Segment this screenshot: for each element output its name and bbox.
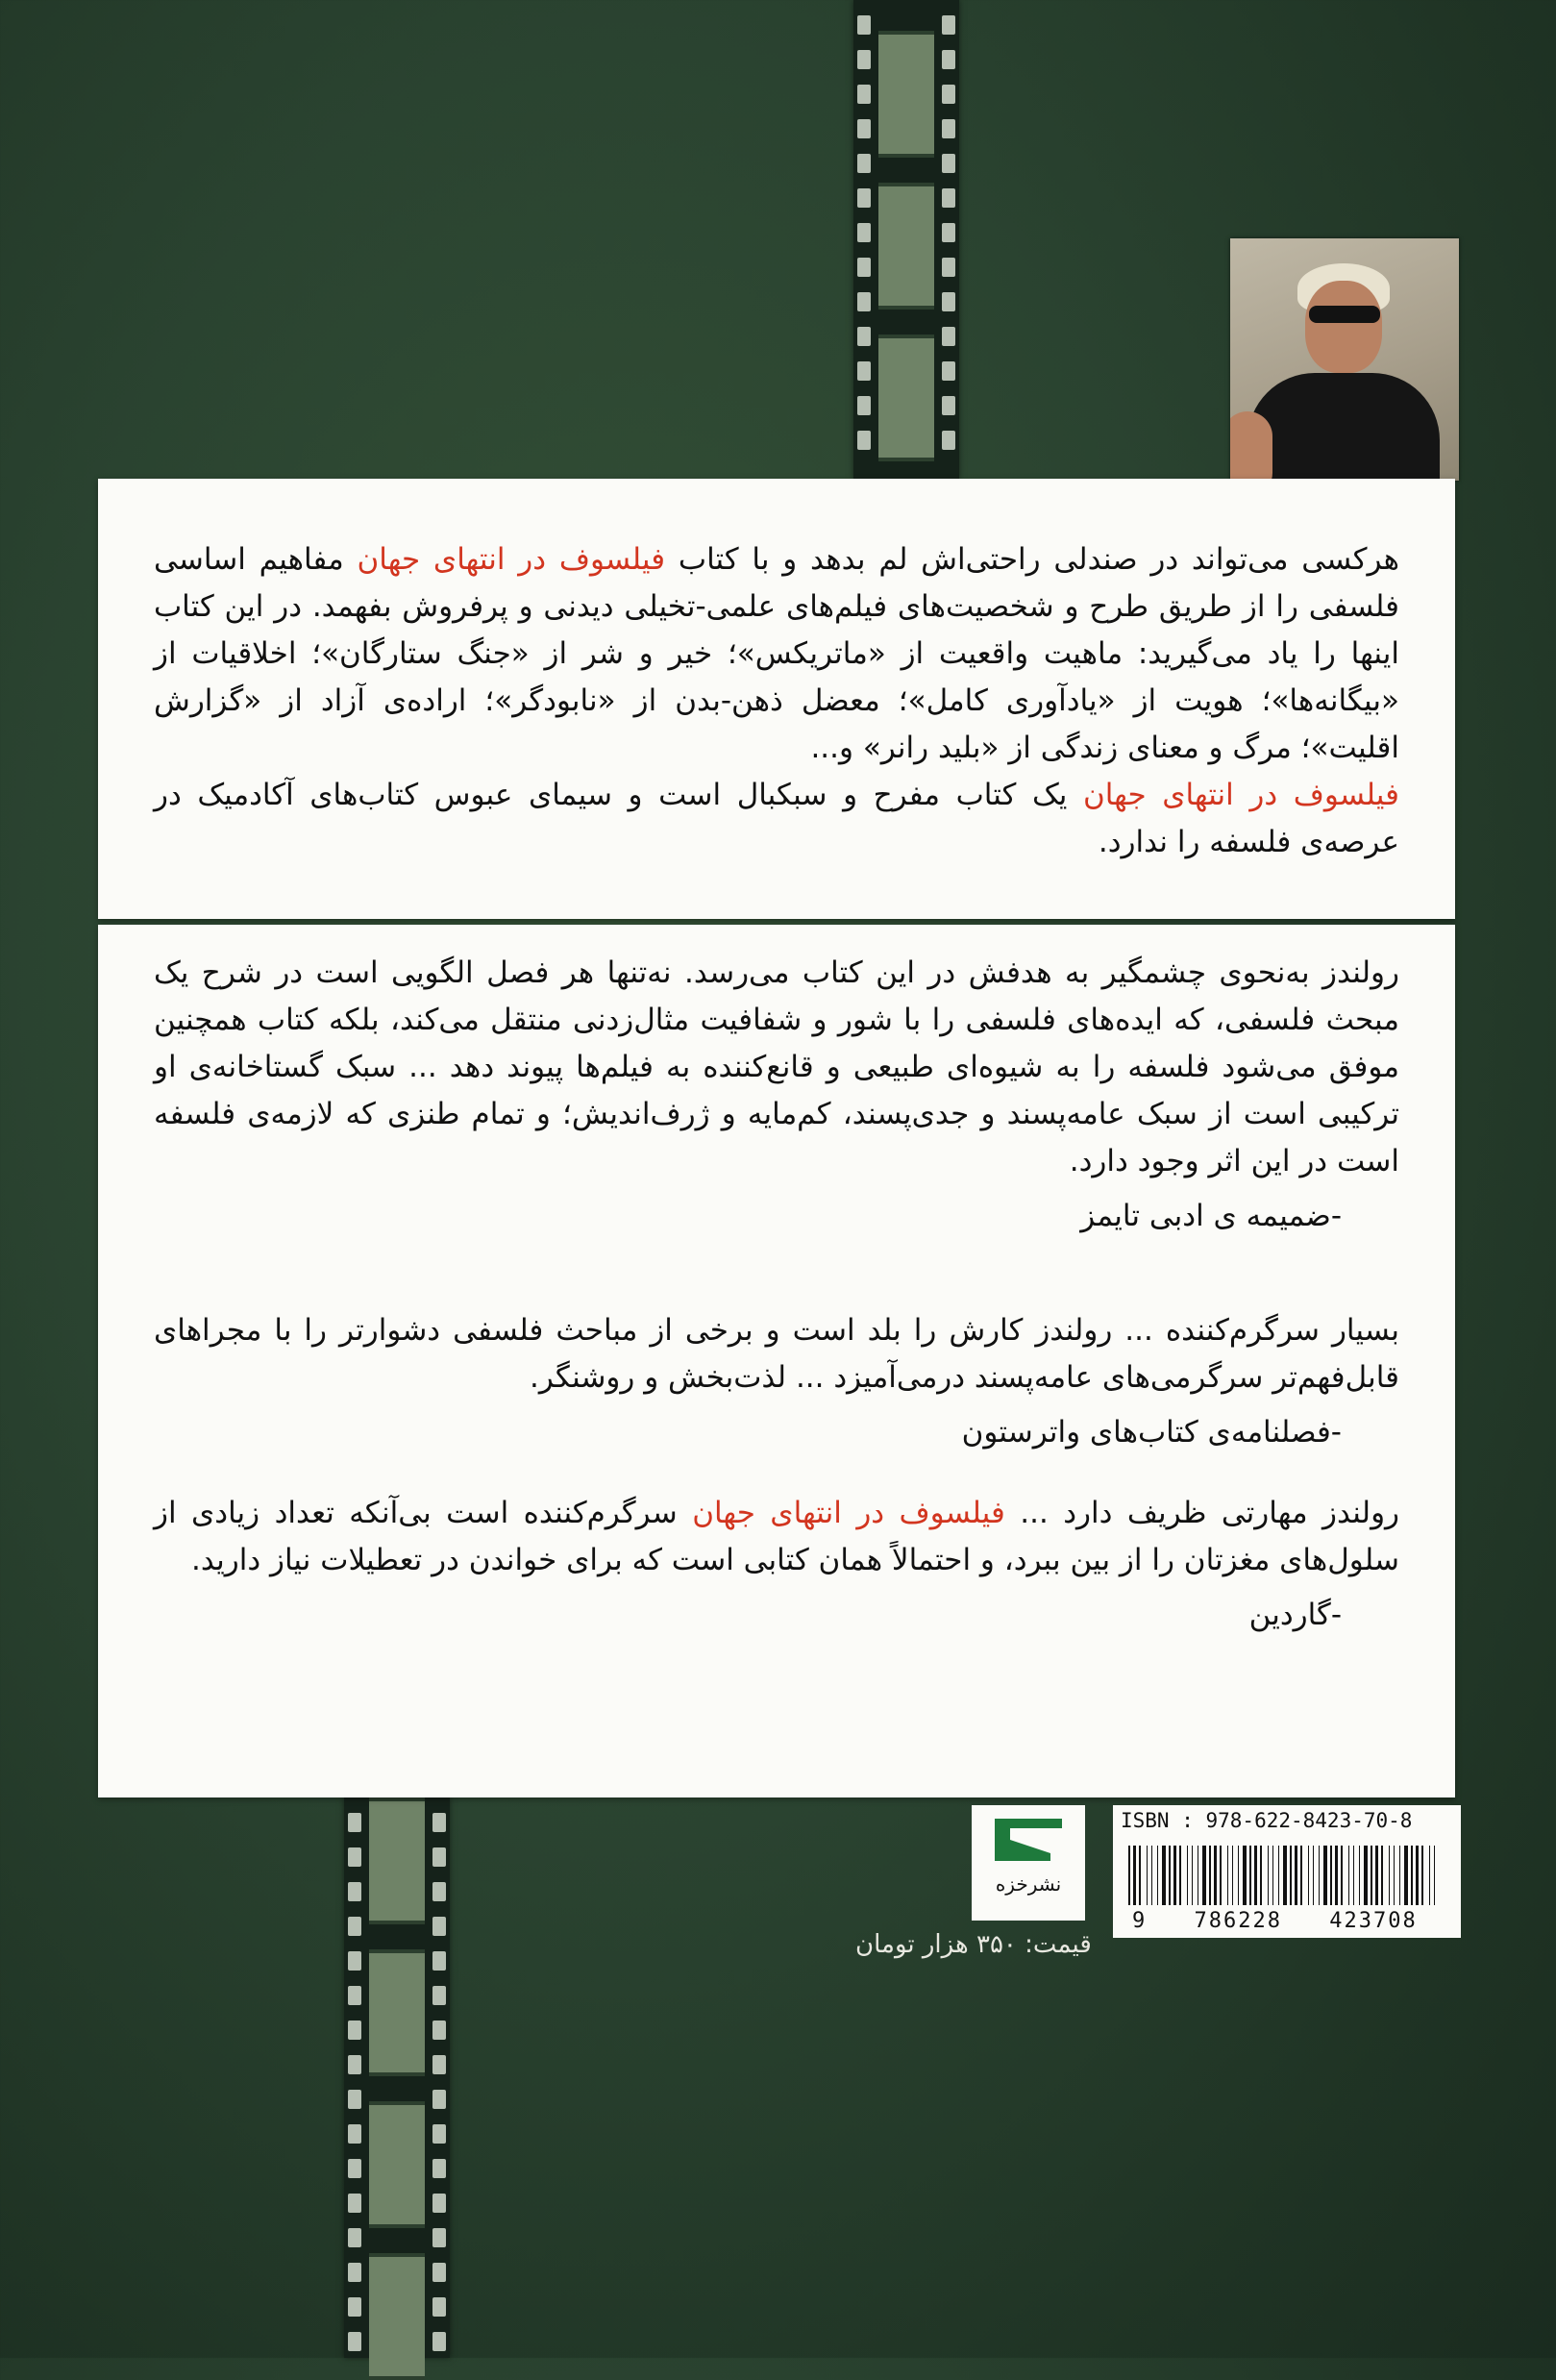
blurb-sentence-3: یک کتاب مفرح و سبکبال است و سیمای عبوس کتاب‌های آکادمیک در عرصه‌ی فلسفه را ندارد. [154, 778, 1399, 859]
barcode-stripe [1389, 1846, 1390, 1905]
film-hole [348, 2332, 361, 2351]
film-hole [857, 154, 871, 173]
film-hole [348, 2297, 361, 2317]
barcode-stripe [1169, 1846, 1171, 1905]
barcode-stripe [1429, 1846, 1430, 1905]
film-hole [432, 1882, 446, 1901]
barcode-stripe [1319, 1846, 1320, 1905]
film-hole [942, 85, 955, 104]
barcode-stripe [1364, 1846, 1368, 1905]
barcode-stripe [1399, 1846, 1400, 1905]
film-hole [348, 1917, 361, 1936]
film-hole [432, 2090, 446, 2109]
barcode-stripe [1162, 1846, 1166, 1905]
price-label: قیمت: ۳۵۰ هزار تومان [855, 1930, 1092, 1959]
publisher-name: نشرخزه [995, 1872, 1062, 1896]
film-frame [878, 335, 934, 461]
film-hole [348, 2159, 361, 2178]
film-hole [348, 2124, 361, 2144]
barcode-stripe [1323, 1846, 1327, 1905]
barcode-stripe [1353, 1846, 1354, 1905]
barcode-stripe [1232, 1846, 1233, 1905]
barcode-stripe [1214, 1846, 1217, 1905]
film-hole [857, 396, 871, 415]
film-hole [432, 1951, 446, 1971]
film-hole [348, 1986, 361, 2005]
review-text: بسیار سرگرم‌کننده ... رولندز کارش را بلد است و برخی از مباحث فلسفی دشوارتر را با مجراهای قابل‌فهم‌تر سرگرمی‌های عامه‌پسند درمی‌آمیزد ... لذت‌بخش و روشنگر. [154, 1313, 1399, 1395]
film-hole [348, 1951, 361, 1971]
barcode-stripe [1243, 1846, 1247, 1905]
barcode-stripe [1394, 1846, 1395, 1905]
film-hole [942, 361, 955, 381]
publisher-logo [972, 1805, 1085, 1921]
film-hole [942, 119, 955, 138]
publisher-logo-icon [991, 1815, 1066, 1865]
film-hole [857, 292, 871, 311]
barcode-stripe [1268, 1846, 1269, 1905]
film-hole [348, 2090, 361, 2109]
review-source: -فصلنامه‌ی کتاب‌های واترستون [961, 1415, 1342, 1450]
barcode-stripe [1290, 1846, 1292, 1905]
film-hole [857, 223, 871, 242]
barcode-stripe [1202, 1846, 1206, 1905]
film-frame [369, 2253, 425, 2380]
barcode-stripe [1283, 1846, 1287, 1905]
book-title-highlight: فیلسوف در انتهای جهان [692, 1496, 1005, 1530]
barcode-stripe [1238, 1846, 1239, 1905]
film-holes-right [942, 0, 955, 479]
barcode-stripe [1209, 1846, 1211, 1905]
barcode-stripe [1404, 1846, 1408, 1905]
barcode-stripe [1421, 1846, 1423, 1905]
barcode-stripe [1227, 1846, 1228, 1905]
film-hole [348, 1813, 361, 1832]
barcode-digit-group: 786228 [1194, 1909, 1282, 1933]
film-hole [432, 2332, 446, 2351]
film-strip-top [853, 0, 959, 479]
blurb-sentence-1: هرکسی می‌تواند در صندلی راحتی‌اش لم بدهد و با کتاب [678, 542, 1399, 577]
barcode-stripe [1313, 1846, 1314, 1905]
reviews-panel [98, 925, 1455, 1797]
film-hole [348, 1882, 361, 1901]
film-holes-right [432, 1797, 446, 2358]
film-hole [348, 2021, 361, 2040]
barcode-stripe [1278, 1846, 1279, 1905]
barcode-icon [1126, 1846, 1444, 1905]
photo-head [1305, 281, 1382, 373]
book-title-highlight: فیلسوف در انتهای جهان [357, 542, 666, 577]
film-frame [878, 31, 934, 158]
film-hole [942, 396, 955, 415]
film-hole [942, 50, 955, 69]
film-hole [857, 258, 871, 277]
film-hole [432, 1917, 446, 1936]
film-hole [432, 1986, 446, 2005]
barcode-stripe [1295, 1846, 1297, 1905]
barcode-stripe [1359, 1846, 1360, 1905]
barcode-stripe [1179, 1846, 1181, 1905]
film-hole [857, 15, 871, 35]
film-hole [432, 2055, 446, 2074]
barcode-stripe [1411, 1846, 1413, 1905]
barcode-stripe [1254, 1846, 1257, 1905]
film-hole [432, 2228, 446, 2247]
film-hole [942, 15, 955, 35]
barcode-stripe [1147, 1846, 1148, 1905]
review-quote [154, 950, 1399, 1240]
barcode-stripe [1371, 1846, 1372, 1905]
author-photo [1230, 238, 1459, 481]
isbn-barcode [1113, 1805, 1461, 1938]
film-hole [857, 119, 871, 138]
film-hole [432, 2124, 446, 2144]
film-holes-left [857, 0, 871, 479]
film-hole [348, 2194, 361, 2213]
barcode-stripe [1151, 1846, 1152, 1905]
review-source: -ضمیمه ی ادبی تایمز [1080, 1199, 1342, 1233]
blurb-panel [98, 479, 1455, 919]
sunglasses-icon [1309, 306, 1380, 323]
barcode-stripe [1173, 1846, 1176, 1905]
review-quote [154, 1490, 1399, 1639]
review-text: سرگرم‌کننده است بی‌آنکه تعداد زیادی از سلول‌های مغزتان را از بین ببرد، و احتمالاً همان کتابی است که برای خواندن در تعطیلات نیاز دارید. [154, 1496, 1399, 1577]
film-hole [857, 188, 871, 208]
blurb-text [154, 536, 1399, 866]
film-hole [348, 2263, 361, 2282]
barcode-stripe [1300, 1846, 1302, 1905]
film-frame [369, 1797, 425, 1924]
barcode-stripe [1249, 1846, 1251, 1905]
barcode-stripe [1272, 1846, 1273, 1905]
film-hole [942, 258, 955, 277]
photo-shirt [1247, 373, 1440, 481]
film-hole [432, 2297, 446, 2317]
film-frame [369, 2101, 425, 2228]
barcode-digits [1132, 1909, 1450, 1933]
film-strip-bottom [344, 1797, 450, 2358]
barcode-stripe [1341, 1846, 1343, 1905]
film-hole [942, 154, 955, 173]
film-hole [942, 188, 955, 208]
isbn-code: ISBN : 978-622-8423-70-8 [1121, 1809, 1413, 1832]
barcode-stripe [1330, 1846, 1332, 1905]
film-hole [432, 2194, 446, 2213]
film-frame [878, 183, 934, 310]
review-text: رولندز مهارتی ظریف دارد ... [1020, 1496, 1400, 1530]
film-hole [942, 327, 955, 346]
film-hole [432, 1813, 446, 1832]
review-quote [154, 1307, 1399, 1456]
barcode-stripe [1434, 1846, 1435, 1905]
film-hole [348, 2228, 361, 2247]
barcode-stripe [1260, 1846, 1262, 1905]
film-hole [942, 431, 955, 450]
film-hole [432, 2263, 446, 2282]
barcode-digit-group: 423708 [1329, 1909, 1418, 1933]
barcode-digit-group: 9 [1132, 1909, 1148, 1933]
barcode-stripe [1335, 1846, 1338, 1905]
film-hole [857, 361, 871, 381]
barcode-stripe [1192, 1846, 1193, 1905]
film-hole [942, 292, 955, 311]
barcode-stripe [1128, 1846, 1130, 1905]
film-frame [369, 1949, 425, 2076]
review-source: -گاردین [1248, 1598, 1342, 1632]
film-hole [432, 2021, 446, 2040]
photo-arm [1230, 411, 1272, 481]
film-holes-left [348, 1797, 361, 2358]
blurb-sentence-2: مفاهیم اساسی فلسفی را از طریق طرح و شخصیت‌های فیلم‌های علمی-تخیلی دیدنی و پرفروش بفهمد. در این کتاب اینها را یاد می‌گیرید: ماهیت واقعیت از «ماتریکس»؛ خیر و شر از «جنگ ستارگان»؛ اخلاقیات از «بیگانه‌ها»؛ هویت از «یادآوری کامل»؛ معضل ذهن-بدن از «نابودگر»؛ اراده‌ی آزاد از «گزارش اقلیت»؛ مرگ و معنای زندگی از «بلید رانر» و... [154, 542, 1399, 765]
film-hole [348, 1847, 361, 1867]
barcode-stripe [1220, 1846, 1222, 1905]
barcode-stripe [1308, 1846, 1309, 1905]
barcode-stripe [1375, 1846, 1378, 1905]
book-title-highlight: فیلسوف در انتهای جهان [1082, 778, 1399, 812]
barcode-stripe [1187, 1846, 1188, 1905]
film-hole [432, 2159, 446, 2178]
film-hole [432, 1847, 446, 1867]
film-hole [857, 50, 871, 69]
barcode-stripe [1157, 1846, 1158, 1905]
film-hole [348, 2055, 361, 2074]
barcode-stripe [1348, 1846, 1349, 1905]
review-text: رولندز به‌نحوی چشمگیر به هدفش در این کتاب می‌رسد. نه‌تنها هر فصل الگویی است در شرح یک مبحث فلسفی، که ایده‌های فلسفی را با شور و شفافیت مثال‌زدنی منتقل می‌کند، بلکه کتاب همچنین موفق می‌شود فلسفه را به شیوه‌ای طبیعی و قانع‌کننده به فیلم‌ها پیوند دهد ... سبک گستاخانه‌ی او ترکیبی است از سبک عامه‌پسند و جدی‌پسند، کم‌مایه و ژرف‌اندیش؛ و تمام طنزی که لازمه‌ی فلسفه است در این اثر وجود دارد. [154, 955, 1399, 1178]
film-hole [942, 223, 955, 242]
barcode-stripe [1381, 1846, 1383, 1905]
barcode-stripe [1133, 1846, 1136, 1905]
film-hole [857, 327, 871, 346]
film-hole [857, 431, 871, 450]
barcode-stripe [1139, 1846, 1141, 1905]
barcode-stripe [1416, 1846, 1419, 1905]
film-hole [857, 85, 871, 104]
